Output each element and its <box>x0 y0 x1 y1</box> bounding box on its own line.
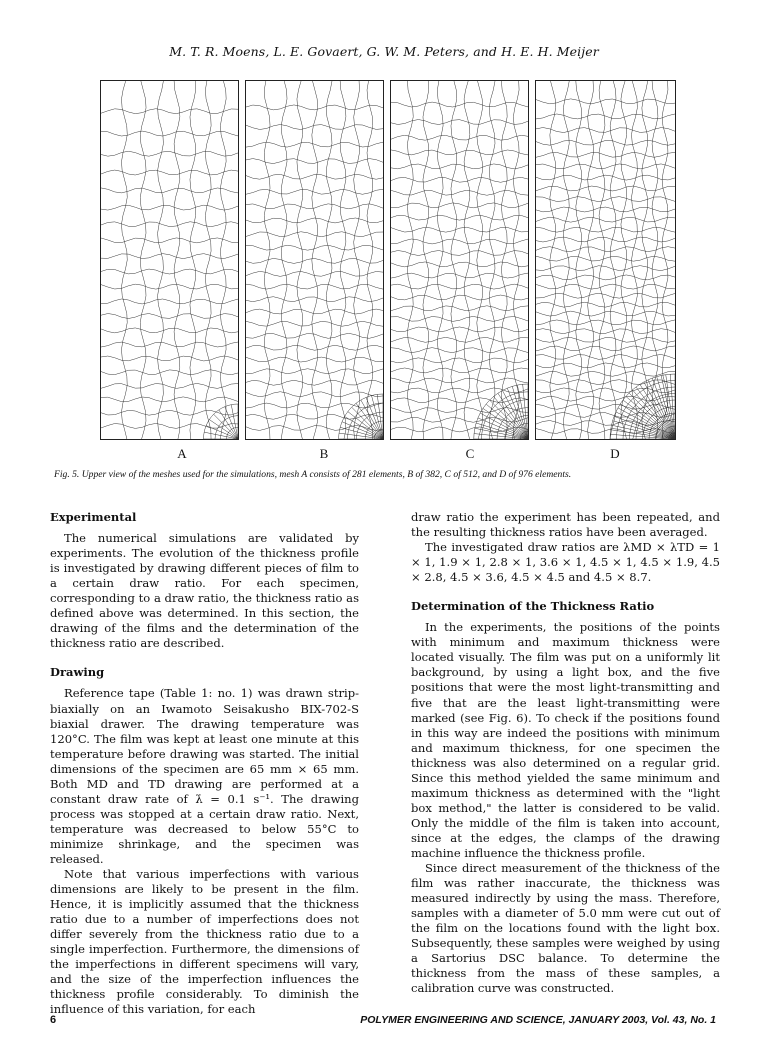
mesh-figure <box>100 80 676 440</box>
paragraph: The investigated draw ratios are λMD × λTD = 1 × 1, 1.9 × 1, 2.8 × 1, 3.6 × 1, 4.5 × 1, 4.5 × 1.9, 4.5 × 2.8, 4.5 × 3.6, 4.5 × 4.5 and 4.5 × 8.7. <box>411 540 720 585</box>
paragraph: draw ratio the experiment has been repeated, and the resulting thickness ratios have been averaged. <box>411 510 720 540</box>
panel-label-b: B <box>319 446 329 461</box>
figure-caption: Fig. 5. Upper view of the meshes used for the simulations, mesh A consists of 281 elements, B of 382, C of 512, and D of 976 elements. <box>54 469 572 480</box>
paragraph: Since direct measurement of the thickness of the film was rather inaccurate, the thickness was measured indirectly by using the mass. Therefore, samples with a diameter of 5.0 mm were cut out of the film on the locations found with the light box. Subsequently, these samples were weighed by using a Sartorius DSC balance. To determine the thickness from the mass of these samples, a calibration curve was constructed. <box>411 861 720 996</box>
mesh-d-drawing <box>536 81 675 439</box>
mesh-b-drawing <box>246 81 383 439</box>
paragraph: In the experiments, the positions of the points with minimum and maximum thickness were located visually. The film was put on a uniformly lit background, by using a light box, and the five positions that were the most light-transmitting and five that are the least light-transmitting were marked (see Fig. 6). To check if the positions found in this way are indeed the positions with minimum and maximum thickness, for one specimen the thickness was also determined on a regular grid. Since this method yielded the same minimum and maximum thickness as determined with the "light box method," the latter is considered to be valid. Only the middle of the film is taken into account, since at the edges, the clamps of the drawing machine influence the thickness profile. <box>411 620 720 860</box>
heading-thickness-ratio: Determination of the Thickness Ratio <box>411 599 655 614</box>
left-column <box>50 510 359 1018</box>
mesh-panel-d <box>535 80 676 440</box>
panel-label-d: D <box>610 446 620 461</box>
mesh-c-drawing <box>391 81 528 439</box>
panel-label-c: C <box>465 446 475 461</box>
mesh-panel-b <box>245 80 384 440</box>
mesh-panel-a <box>100 80 239 440</box>
heading-experimental: Experimental <box>50 510 137 524</box>
panel-label-a: A <box>177 446 187 461</box>
page-number: 6 <box>50 1014 57 1026</box>
mesh-a-drawing <box>101 81 238 439</box>
mesh-panel-c <box>390 80 529 440</box>
page-header: M. T. R. Moens, L. E. Govaert, G. W. M. Peters, and H. E. H. Meijer <box>169 44 599 59</box>
paragraph: The numerical simulations are validated by experiments. The evolution of the thickness profile is investigated by drawing different pieces of film to a certain draw ratio. For each specimen, corresponding to a draw ratio, the thickness ratio as defined above was determined. In this section, the drawing of the films and the determination of the thickness ratio are described. <box>50 531 359 651</box>
right-column <box>411 510 720 996</box>
paragraph: Reference tape (Table 1: no. 1) was drawn strip-biaxially on an Iwamoto Seisakusho BIX-702-S biaxial drawer. The drawing temperature was 120°C. The film was kept at least one minute at this temperature before drawing was started. The initial dimensions of the specimen are 65 mm × 65 mm. Both MD and TD drawing are performed at a constant draw rate of λ̇ = 0.1 s⁻¹. The drawing process was stopped at a certain draw ratio. Next, temperature was decreased to below 55°C to minimize shrinkage, and the specimen was released. <box>50 686 359 866</box>
heading-drawing: Drawing <box>50 665 105 680</box>
journal-footer: POLYMER ENGINEERING AND SCIENCE, JANUARY 2003, Vol. 43, No. 1 <box>360 1014 716 1026</box>
paragraph: Note that various imperfections with various dimensions are likely to be present in the film. Hence, it is implicitly assumed that the thickness ratio due to a number of imperfections does not differ severely from the thickness ratio due to a single imperfection. Furthermore, the dimensions of the imperfections in different specimens will vary, and the size of the imperfection influences the thickness profile considerably. To diminish the influence of this variation, for each <box>50 867 359 1017</box>
